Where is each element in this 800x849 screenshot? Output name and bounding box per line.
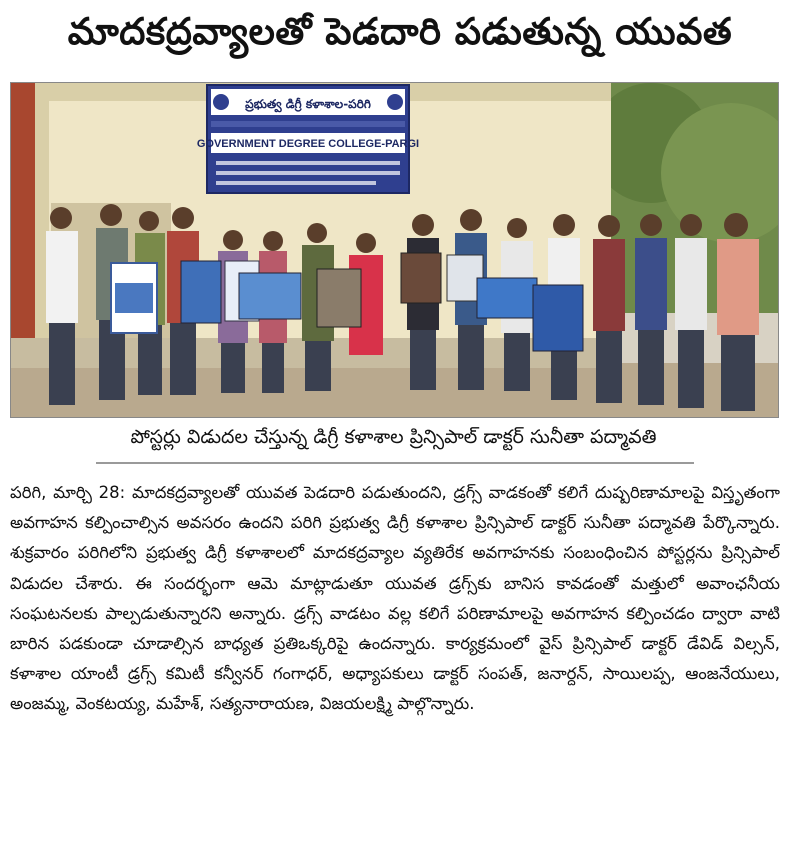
- news-photo-illustration: [11, 83, 778, 417]
- article-body: పరిగి, మార్చి 28: మాదకద్రవ్యాలతో యువత పెడదారి పడుతుందని, డ్రగ్స్ వాడకంతో కలిగే దుష్పరిణామాలపై విస్తృతంగా అవగాహన కల్పించాల్సిన అవసరం ఉందని పరిగి ప్రభుత్వ డిగ్రీ కళాశాల ప్రిన్సిపాల్ డాక్టర్ సునీతా పద్మావతి పేర్కొన్నారు. శుక్రవారం పరిగిలోని ప్రభుత్వ డిగ్రీ కళాశాలలో మాదకద్రవ్యాల వ్యతిరేక అవగాహనకు సంబంధించిన పోస్టర్లను ప్రిన్సిపాల్ విడుదల చేశారు. ఈ సందర్భంగా ఆమె మాట్లాడుతూ యువత డ్రగ్స్‌కు బానిస కావడంతో మత్తులో అవాంఛనీయ సంఘటనలకు పాల్పడుతున్నారని అన్నారు. డ్రగ్స్ వాడటం వల్ల కలిగే పరిణామాలపై అవగాహన కల్పించడం ద్వారా వాటి బారిన పడకుండా చూడాల్సిన బాధ్యత ప్రతిఒక్కరిపై ఉందన్నారు. కార్యక్రమంలో వైస్ ప్రిన్సిపాల్ డాక్టర్ డేవిడ్ విల్సన్, కళాశాల యాంటీ డ్రగ్స్ కమిటీ కన్వీనర్ గంగాధర్, అధ్యాపకులు డాక్టర్ సంపత్, జనార్దన్, సాయిలప్ప, ఆంజనేయులు, అంజమ్మ, వెంకటయ్య, మహేశ్, సత్యనారాయణ, విజయలక్ష్మి పాల్గొన్నారు.: [10, 483, 780, 714]
- photo-caption: పోస్టర్లు విడుదల చేస్తున్న డిగ్రీ కళాశాల ప్రిన్సిపాల్ డాక్టర్ సునీతా పద్మావతి: [130, 426, 657, 448]
- board-english-text: GOVERNMENT DEGREE COLLEGE-PARGI: [196, 138, 420, 150]
- caption-divider: [96, 462, 694, 464]
- news-photo: [10, 82, 779, 418]
- board-telugu-text: ప్రభుత్వ డిగ్రీ కళాశాల-పరిగి: [245, 97, 371, 111]
- headline: మాదకద్రవ్యాలతో పెడదారి పడుతున్న యువత: [67, 10, 733, 53]
- college-sign-board: [197, 85, 419, 193]
